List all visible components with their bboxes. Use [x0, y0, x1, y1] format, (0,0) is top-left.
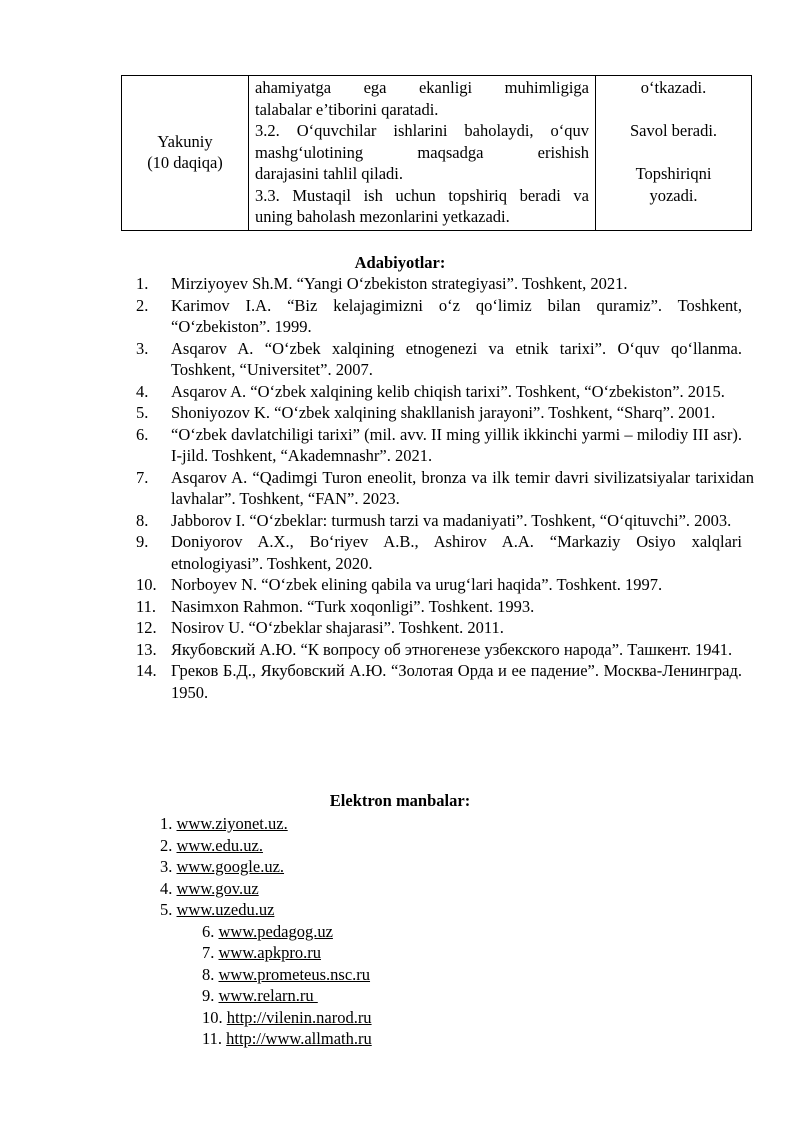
- reference-item: [136, 617, 742, 639]
- reference-number: 7.: [136, 467, 149, 487]
- reference-text: Nasimxon Rahmon. “Turk xoqonligi”. Toshkent. 1993.: [171, 596, 535, 616]
- link-number: 2.: [160, 835, 173, 855]
- link-number: 6.: [202, 921, 215, 941]
- teacher-line: talabalar e’tiborini qaratadi.: [255, 99, 439, 119]
- link-allmath[interactable]: http://www.allmath.ru: [226, 1029, 372, 1048]
- list-item: [202, 985, 318, 1007]
- reference-text: Asqarov A. “Qadimgi Turon eneolit, bronza va ilk temir davri sivilizatsiyalar tarixidan lavhalar”. Toshkent, “FAN”. 2023.: [171, 467, 754, 508]
- table-row: [122, 76, 752, 231]
- reference-text: Якубовский А.Ю. “К вопросу об этногенезе узбекского народа”. Ташкент. 1941.: [171, 639, 733, 659]
- student-line: yozadi.: [649, 185, 698, 205]
- reference-item: [136, 639, 742, 661]
- reference-number: 10.: [136, 575, 157, 594]
- reference-item: [136, 381, 742, 403]
- reference-text: Karimov I.A. “Biz kelajagimizni o‘z qo‘limiz bilan quramiz”. Toshkent, “O‘zbekiston”. 1999.: [171, 295, 742, 336]
- teacher-line: 3.2. O‘quvchilar ishlarini baholaydi, o‘quv: [255, 121, 589, 140]
- reference-item: [136, 295, 742, 338]
- list-item: [202, 921, 333, 943]
- link-number: 1.: [160, 814, 173, 833]
- list-item: [160, 899, 274, 921]
- reference-number: 2.: [136, 295, 149, 315]
- list-item: [160, 813, 288, 835]
- link-number: 8.: [202, 964, 215, 984]
- lesson-plan-table: [121, 75, 752, 231]
- reference-item: [136, 402, 742, 424]
- reference-text: Nosirov U. “O‘zbeklar shajarasi”. Toshkent. 2011.: [171, 618, 504, 637]
- student-line: Topshiriqni: [635, 164, 712, 183]
- link-apkpro[interactable]: www.apkpro.ru: [218, 943, 321, 962]
- reference-number: 14.: [136, 661, 157, 680]
- electronic-sources-heading: Elektron manbalar:: [329, 791, 471, 810]
- reference-item: [136, 596, 742, 618]
- reference-number: 1.: [136, 274, 149, 293]
- list-item: [160, 878, 259, 900]
- reference-number: 12.: [136, 618, 157, 637]
- teacher-line: darajasini tahlil qiladi.: [255, 164, 404, 183]
- teacher-line: uning baholash mezonlarini yetkazadi.: [255, 207, 510, 226]
- reference-number: 8.: [136, 510, 149, 530]
- link-number: 10.: [202, 1007, 223, 1027]
- reference-text: Asqarov A. “O‘zbek xalqining etnogenezi va etnik tarixi”. O‘quv qo‘llanma. Toshkent, “Universitet”. 2007.: [171, 338, 742, 379]
- reference-number: 9.: [136, 532, 149, 551]
- teacher-line: ahamiyatga ega ekanligi muhimligiga: [255, 78, 589, 97]
- reference-text: Jabborov I. “O‘zbeklar: turmush tarzi va madaniyati”. Toshkent, “O‘qituvchi”. 2003.: [171, 510, 732, 530]
- link-number: 5.: [160, 900, 173, 919]
- link-pedagog[interactable]: www.pedagog.uz: [218, 921, 333, 941]
- list-item: [160, 835, 263, 857]
- reference-number: 4.: [136, 381, 149, 401]
- link-google[interactable]: www.google.uz.: [176, 857, 285, 876]
- reference-text: Norboyev N. “O‘zbek elining qabila va urug‘lari haqida”. Toshkent. 1997.: [171, 575, 663, 594]
- list-item: [202, 1028, 372, 1050]
- reference-item: [136, 574, 742, 596]
- link-gov[interactable]: www.gov.uz: [176, 878, 259, 898]
- reference-text: Asqarov A. “O‘zbek xalqining kelib chiqish tarixi”. Toshkent, “O‘zbekiston”. 2015.: [171, 381, 725, 401]
- list-item: [202, 942, 321, 964]
- reference-text: Doniyorov A.X., Bo‘riyev A.B., Ashirov A.A. “Markaziy Osiyo xalqlari etnologiyasi”. Toshkent, 2020.: [171, 532, 742, 573]
- link-number: 4.: [160, 878, 173, 898]
- references-heading: Adabiyotlar:: [354, 253, 446, 272]
- link-relarn[interactable]: www.relarn.ru: [218, 986, 318, 1005]
- student-line: o‘tkazadi.: [640, 78, 707, 97]
- reference-item: [136, 273, 742, 295]
- link-uzedu[interactable]: www.uzedu.uz: [176, 900, 275, 919]
- link-number: 3.: [160, 857, 173, 876]
- link-edu[interactable]: www.edu.uz.: [176, 835, 263, 855]
- student-line: Savol beradi.: [629, 121, 718, 140]
- reference-item: [136, 660, 742, 703]
- reference-number: 3.: [136, 338, 149, 358]
- reference-number: 6.: [136, 424, 149, 444]
- stage-cell: [122, 76, 249, 231]
- list-item: [160, 856, 284, 878]
- list-item: [202, 964, 370, 986]
- reference-text: Shoniyozov K. “O‘zbek xalqining shakllanish jarayoni”. Toshkent, “Sharq”. 2001.: [171, 403, 716, 422]
- student-activity-cell: [596, 76, 752, 231]
- link-ziyonet[interactable]: www.ziyonet.uz.: [176, 814, 288, 833]
- reference-item: [136, 467, 754, 510]
- reference-item: [136, 510, 742, 532]
- stage-time: (10 daqiqa): [147, 153, 223, 173]
- reference-number: 13.: [136, 639, 157, 659]
- teacher-line: 3.3. Mustaqil ish uchun topshiriq beradi va: [255, 185, 589, 205]
- link-number: 11.: [202, 1029, 223, 1048]
- reference-text: “O‘zbek davlatchiligi tarixi” (mil. avv. II ming yillik ikkinchi yarmi – milodiy III asr). I-jild. Toshkent, “Akademnashr”. 2021.: [171, 424, 742, 465]
- reference-item: [136, 338, 742, 381]
- teacher-activity-cell: [249, 76, 596, 231]
- list-item: [202, 1007, 372, 1029]
- link-number: 9.: [202, 986, 215, 1005]
- reference-text: Греков Б.Д., Якубовский А.Ю. “Золотая Орда и ее падение”. Москва-Ленинград. 1950.: [171, 661, 742, 702]
- stage-name: Yakuniy: [157, 131, 213, 151]
- reference-item: [136, 424, 742, 467]
- reference-number: 11.: [136, 596, 157, 616]
- references-list: [136, 273, 754, 703]
- reference-text: Mirziyoyev Sh.M. “Yangi O‘zbekiston strategiyasi”. Toshkent, 2021.: [171, 274, 628, 293]
- reference-number: 5.: [136, 403, 149, 422]
- link-number: 7.: [202, 943, 215, 962]
- reference-item: [136, 531, 742, 574]
- link-prometeus[interactable]: www.prometeus.nsc.ru: [218, 964, 371, 984]
- teacher-line: mashg‘ulotining maqsadga erishish: [255, 142, 589, 162]
- link-vilenin[interactable]: http://vilenin.narod.ru: [226, 1007, 372, 1027]
